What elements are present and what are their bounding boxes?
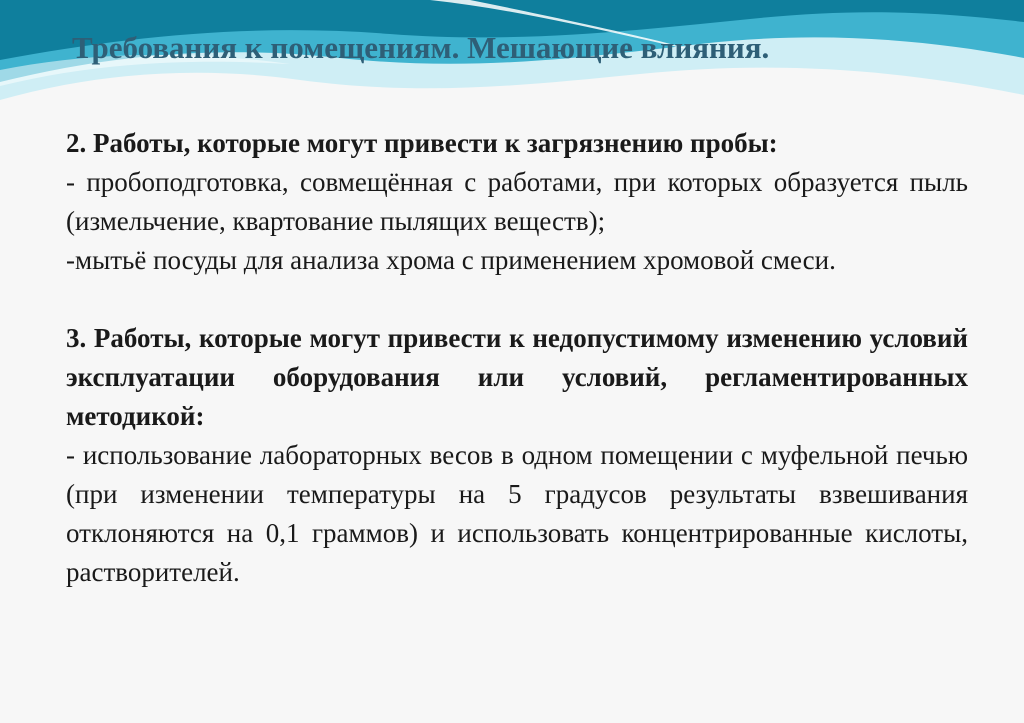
section-2-item: -мытьё посуды для анализа хрома с применением хромовой смеси. xyxy=(66,245,836,275)
section-3-item: - использование лабораторных весов в одном помещении с муфельной печью (при изменении температуры на 5 градусов результаты взвешивания отклоняются на 0,1 граммов) и использовать концентрированные кислоты, растворителей. xyxy=(66,440,968,587)
section-2-heading: 2. Работы, которые могут привести к загрязнению пробы: xyxy=(66,128,778,158)
section-spacer xyxy=(66,280,968,319)
slide-title: Требования к помещениям. Мешающие влияния. xyxy=(72,30,770,65)
section-2-item: - пробоподготовка, совмещённая с работами, при которых образуется пыль (измельчение, квартование пылящих веществ); xyxy=(66,167,968,236)
slide-body xyxy=(66,124,968,592)
section-3-heading: 3. Работы, которые могут привести к недопустимому изменению условий эксплуатации оборудования или условий, регламентированных методикой: xyxy=(66,323,968,431)
